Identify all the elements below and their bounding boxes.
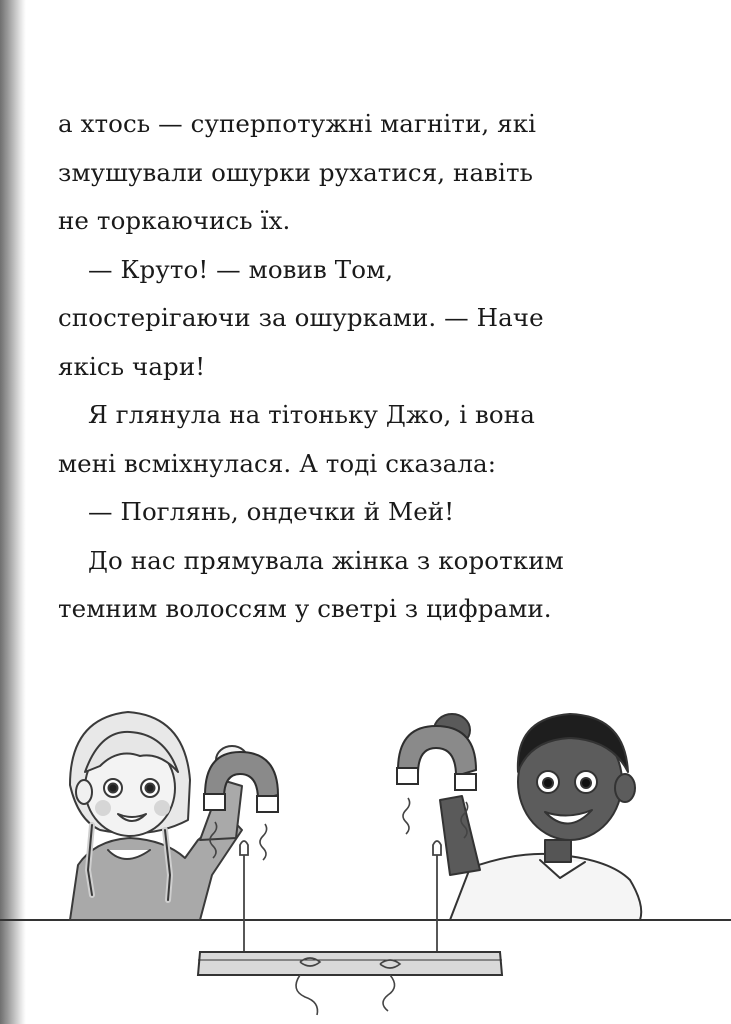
text-line: а хтось — суперпотужні магніти, які [58,109,537,138]
string-rods [240,841,441,962]
magnets-illustration [0,690,731,1024]
girl-figure [70,712,248,920]
text-line: спостерігаючи за ошурками. — Наче [58,303,544,332]
text-line: — Круто! — мовив Том, [88,254,394,284]
text-line: мені всміхнулася. А тоді сказала: [58,448,497,478]
wooden-board [198,952,502,975]
text-line: змушували ошурки рухатися, навіть [58,157,534,187]
text-line: не торкаючись їх. [58,206,291,235]
text-line: Я глянула на тітоньку Джо, і вона [88,400,535,429]
page-text [58,100,658,634]
text-line: якісь чари! [58,351,206,381]
horseshoe-magnet-right [397,726,476,790]
text-line: — Поглянь, ондечки й Мей! [88,497,455,526]
text-line: До нас прямувала жінка з коротким [88,545,564,575]
text-line: темним волоссям у светрі з цифрами. [58,594,552,623]
